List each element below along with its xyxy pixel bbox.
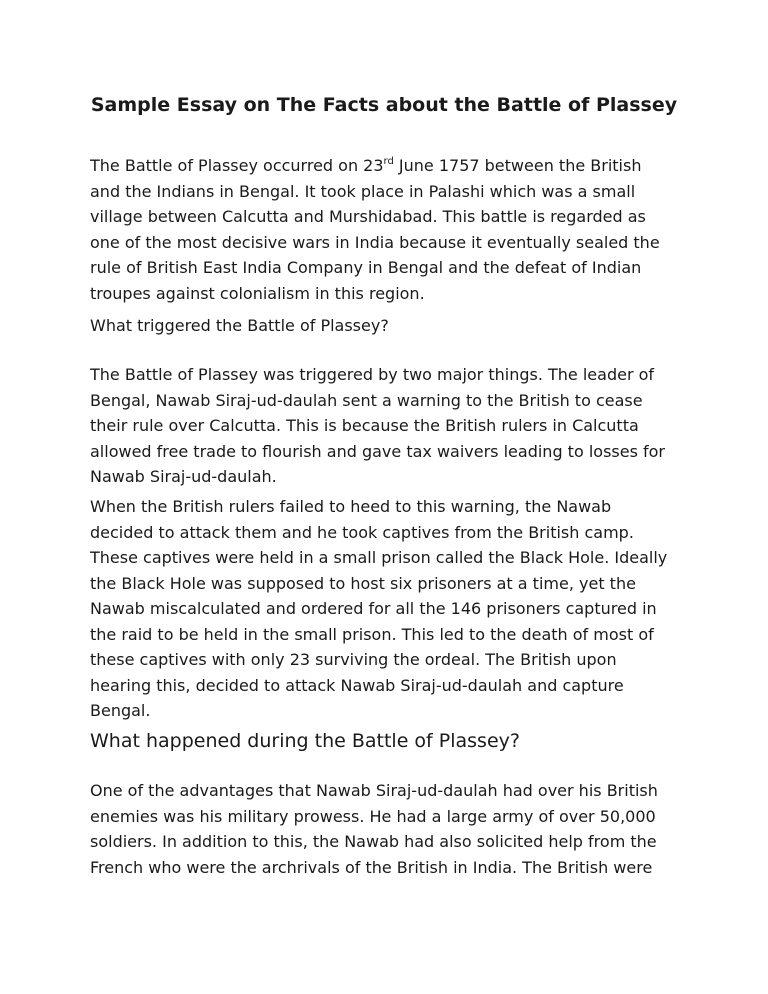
section-heading-triggers: What triggered the Battle of Plassey? — [90, 316, 389, 335]
paragraph-battle: One of the advantages that Nawab Siraj-ud-daulah had over his British enemies was his military prowess. He had a large army of over 50,000 soldiers. In addition to this, the Nawab had also solicited help from the French who were the archrivals of the British in India. The British were — [90, 781, 658, 877]
section-heading-battle: What happened during the Battle of Plassey? — [90, 730, 520, 752]
paragraph-intro — [90, 153, 690, 306]
paragraph-triggers: The Battle of Plassey was triggered by two major things. The leader of Bengal, Nawab Siraj-ud-daulah sent a warning to the British to cease their rule over Calcutta. This is because the British rulers in Calcutta allowed free trade to flourish and gave tax waivers leading to losses for Nawab Siraj-ud-daulah. — [90, 365, 665, 486]
paragraph-black-hole: When the British rulers failed to heed to this warning, the Nawab decided to attack them and he took captives from the British camp. These captives were held in a small prison called the Black Hole. Ideally the Black Hole was supposed to host six prisoners at a time, yet the Nawab miscalculated and ordered for all the 146 prisoners captured in the raid to be held in the small prison. This led to the death of most of these captives with only 23 surviving the ordeal. The British upon hearing this, decided to attack Nawab Siraj-ud-daulah and capture Bengal. — [90, 497, 668, 720]
paragraph-intro-text-start: The Battle of Plassey occurred on 23 — [90, 156, 384, 175]
page-title: Sample Essay on The Facts about the Battle of Plassey — [90, 94, 678, 116]
paragraph-intro-text-end: June 1757 between the British and the Indians in Bengal. It took place in Palashi which was a small village between Calcutta and Murshidabad. This battle is regarded as one of the most decisive wars in India because it eventually sealed the rule of British East India Company in Bengal and the defeat of Indian troupes against colonialism in this region. — [90, 156, 660, 303]
ordinal-superscript: rd — [383, 156, 394, 167]
